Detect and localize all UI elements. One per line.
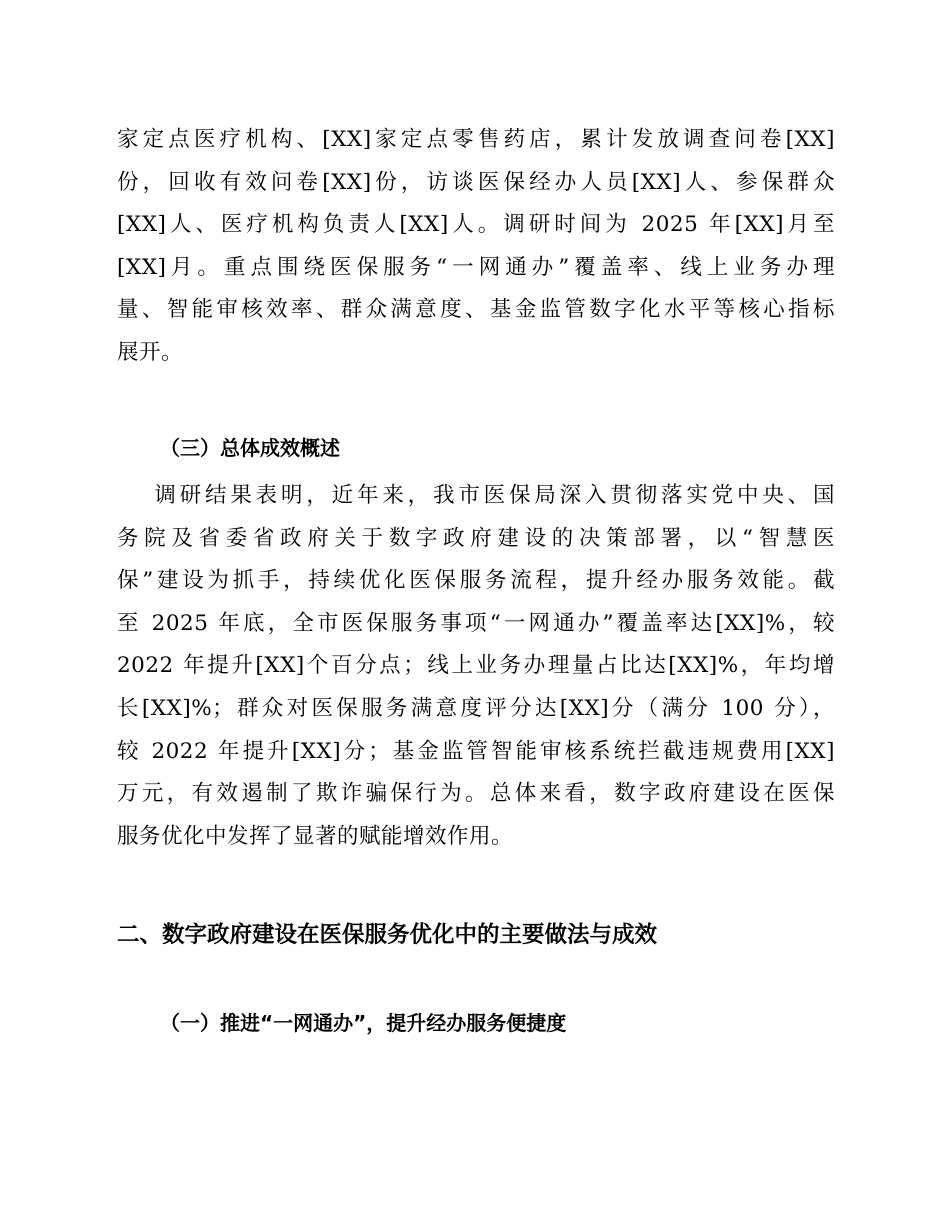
paragraph-2-line-1: 调研结果表明，近年来，我市医保局深入贯彻落实党中央、国 — [129, 483, 835, 508]
paragraph-1-line-5: 量、智能审核效率、群众满意度、基金监管数字化水平等核心指标 — [117, 297, 835, 322]
paragraph-1-line-3: [XX]人、医疗机构负责人[XX]人。调研时间为 2025 年[XX]月至 — [117, 212, 835, 237]
paragraph-1-line-6: 展开。 — [117, 340, 184, 365]
paragraph-2-line-9: 服务优化中发挥了显著的赋能增效作用。 — [117, 824, 514, 849]
section-heading-overall-results: （三）总体成效概述 — [160, 436, 340, 460]
paragraph-1-line-2: 份，回收有效问卷[XX]份，访谈医保经办人员[XX]人、参保群众 — [117, 170, 835, 195]
paragraph-2-line-5: 2022 年提升[XX]个百分点；线上业务办理量占比达[XX]%，年均增 — [117, 653, 835, 678]
paragraph-1-line-1: 家定点医疗机构、[XX]家定点零售药店，累计发放调查问卷[XX] — [117, 127, 835, 152]
paragraph-2-line-8: 万元，有效遏制了欺诈骗保行为。总体来看，数字政府建设在医保 — [117, 781, 835, 806]
paragraph-1-line-4: [XX]月。重点围绕医保服务“一网通办”覆盖率、线上业务办理 — [117, 255, 835, 280]
paragraph-2-line-3: 保”建设为抓手，持续优化医保服务流程，提升经办服务效能。截 — [117, 568, 835, 593]
paragraph-2-line-4: 至 2025 年底，全市医保服务事项“一网通办”覆盖率达[XX]%，较 — [117, 611, 835, 636]
chapter-heading-main-practices: 二、数字政府建设在医保服务优化中的主要做法与成效 — [117, 922, 658, 948]
paragraph-2-line-2: 务院及省委省政府关于数字政府建设的决策部署，以“智慧医 — [117, 526, 835, 551]
section-heading-one-network: （一）推进“一网通办”，提升经办服务便捷度 — [160, 1011, 567, 1035]
paragraph-2-line-6: 长[XX]%；群众对医保服务满意度评分达[XX]分（满分 100 分）， — [117, 696, 835, 721]
paragraph-2-line-7: 较 2022 年提升[XX]分；基金监管智能审核系统拦截违规费用[XX] — [117, 739, 835, 764]
